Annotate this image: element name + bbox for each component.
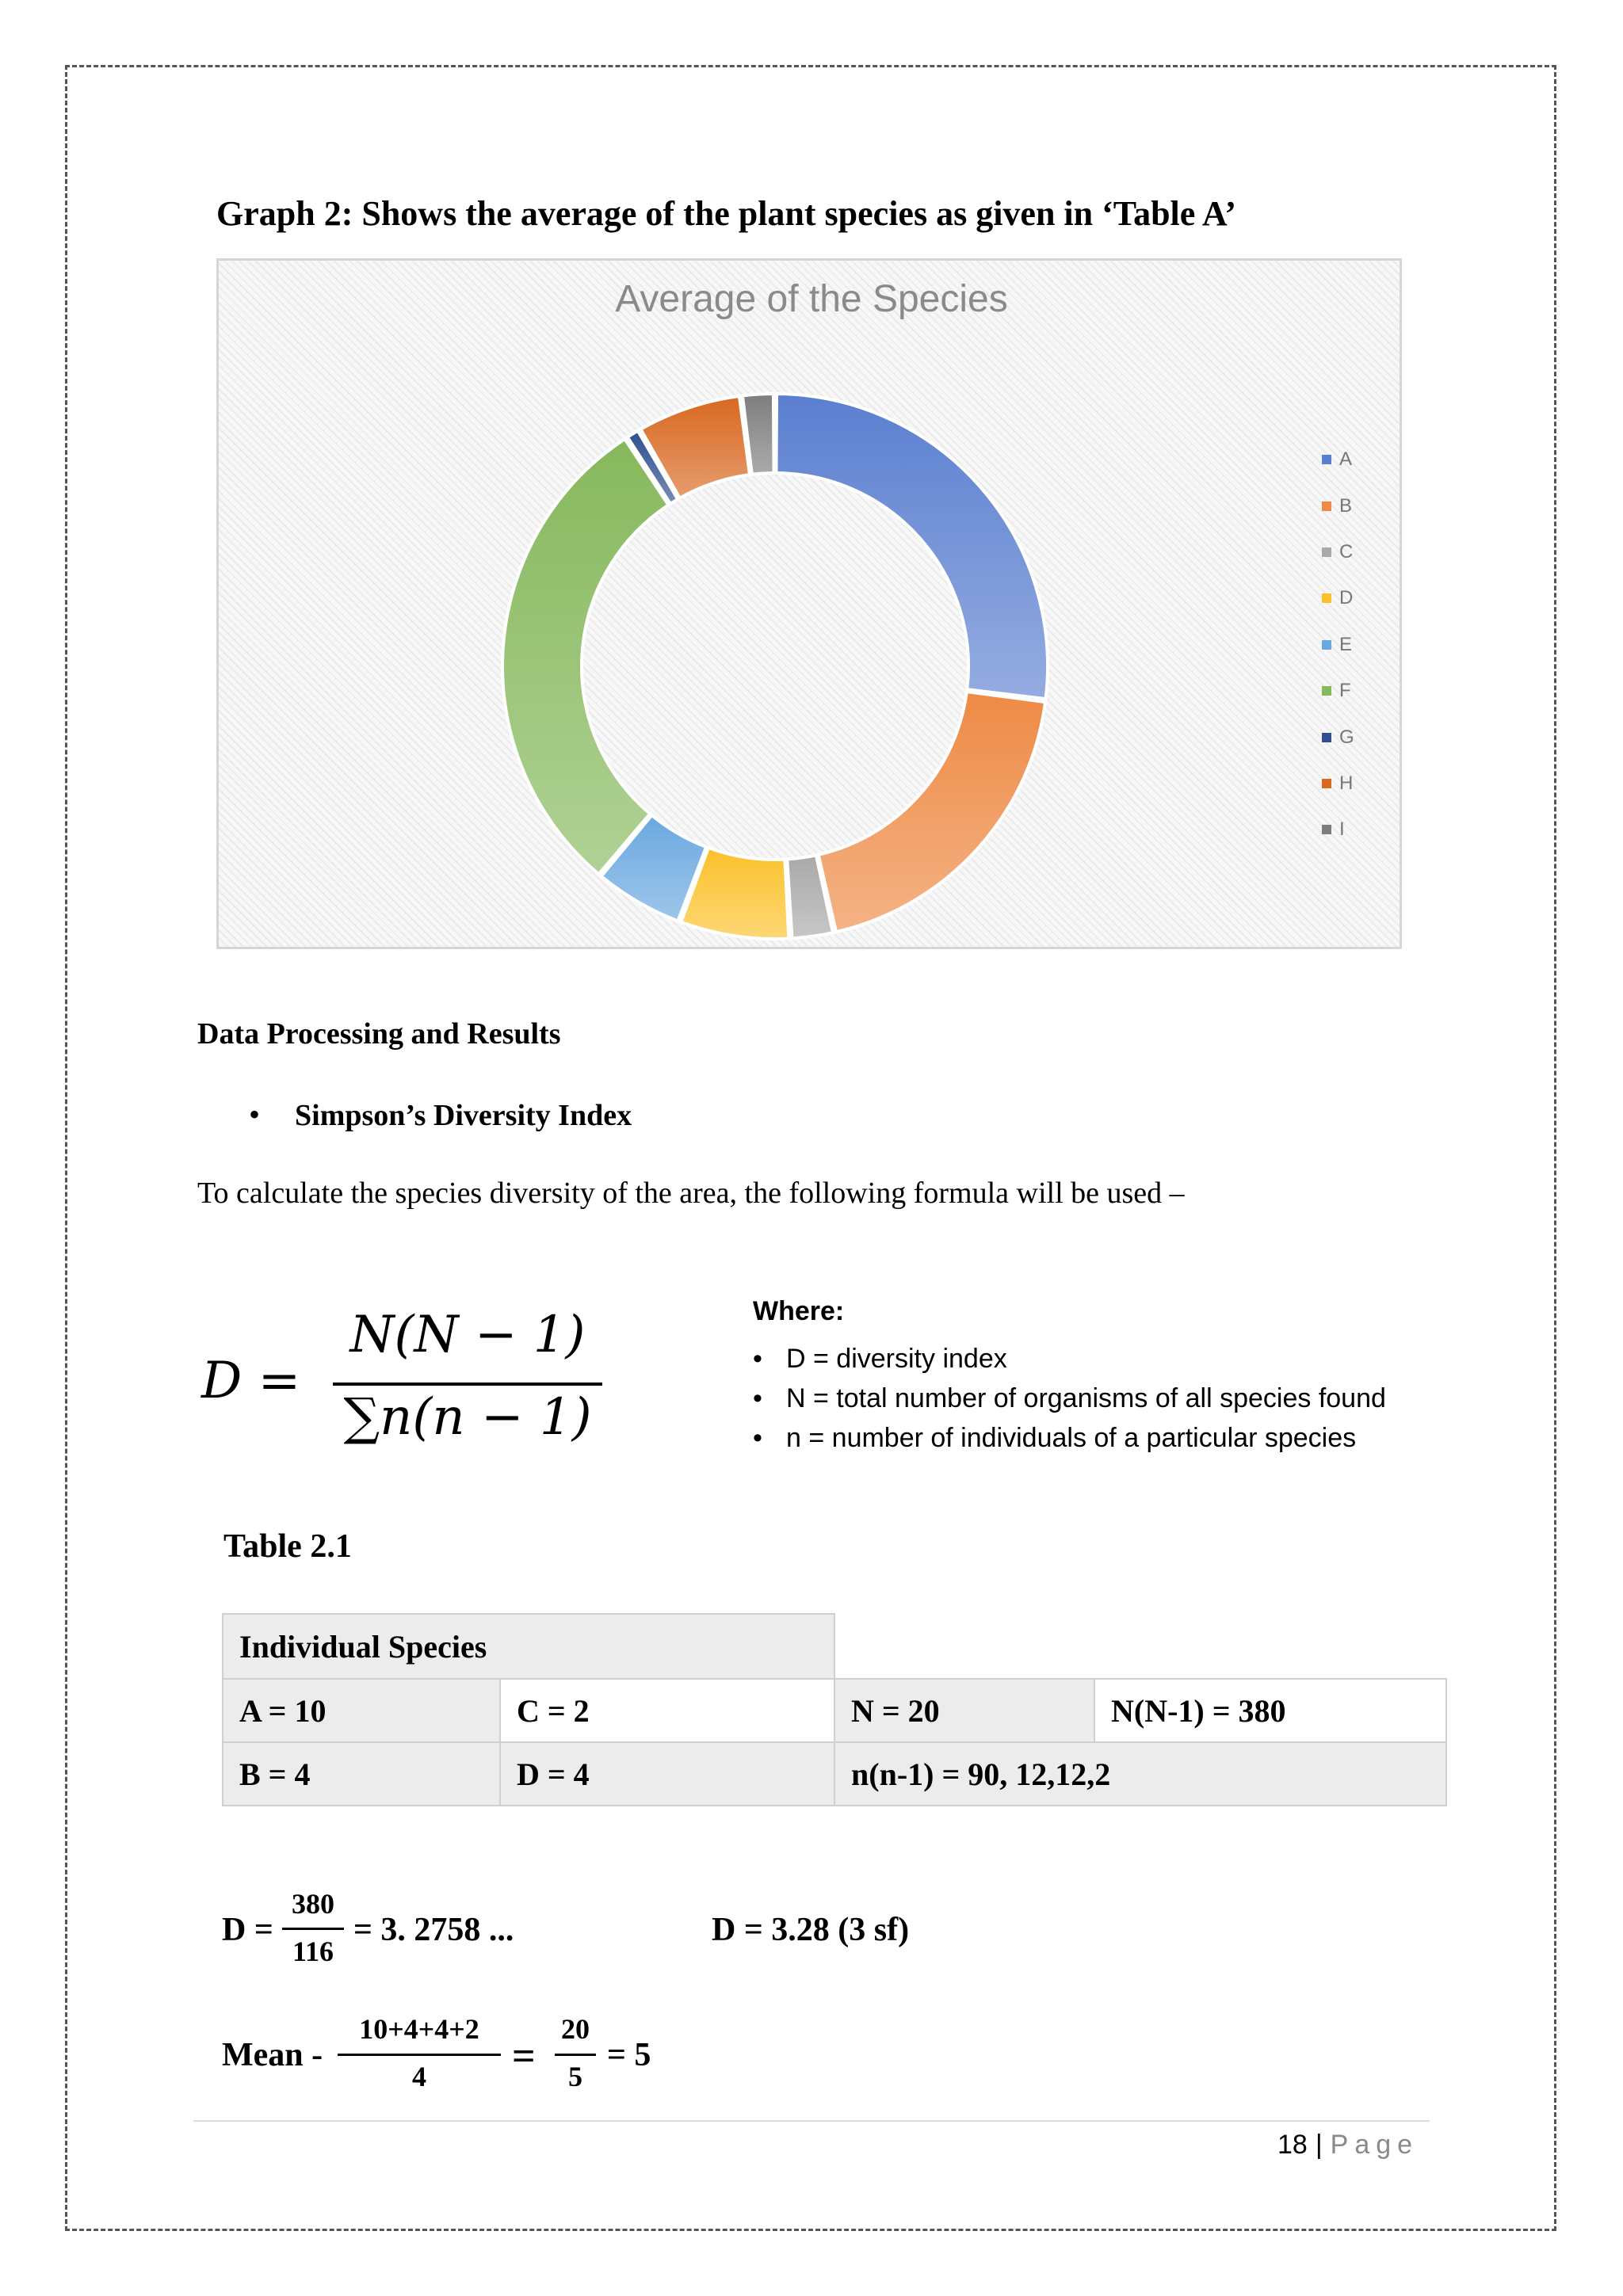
- calc-mean-fraction-bar-2: [555, 2054, 596, 2056]
- chart-legend: [1322, 437, 1371, 853]
- formula-numerator: N(N − 1): [349, 1306, 586, 1364]
- table-cell: C = 2: [499, 1678, 835, 1743]
- where-title: Where:: [753, 1296, 845, 1326]
- where-list: [753, 1344, 1386, 1463]
- calc-mean-numerator: 10+4+4+2: [359, 2013, 479, 2045]
- table-cell: N = 20: [834, 1678, 1095, 1743]
- chart-svg: [219, 261, 1404, 952]
- bullet-heading: Simpson’s Diversity Index: [295, 1099, 632, 1132]
- section-heading: Data Processing and Results: [197, 1017, 561, 1051]
- legend-item-g: [1322, 714, 1371, 760]
- bullet-dot: •: [249, 1097, 261, 1132]
- legend-label: G: [1339, 726, 1354, 748]
- legend-swatch: [1322, 779, 1331, 788]
- calc-mean-denominator: 4: [412, 2061, 426, 2092]
- formula-fraction-bar: [333, 1383, 602, 1386]
- doughnut-slice-a: [776, 394, 1048, 699]
- calc-mean-equals: =: [512, 2034, 536, 2079]
- page-label: Page: [1330, 2130, 1419, 2160]
- legend-label: E: [1339, 633, 1353, 655]
- chart-slices: [502, 394, 1048, 939]
- legend-swatch: [1322, 547, 1331, 557]
- legend-item-c: [1322, 529, 1371, 575]
- footer-rule: [193, 2120, 1430, 2122]
- legend-label: B: [1339, 494, 1353, 517]
- table-cell: B = 4: [222, 1741, 501, 1806]
- table-cell: A = 10: [222, 1678, 501, 1743]
- legend-item-i: [1322, 807, 1371, 852]
- table-cell: N(N-1) = 380: [1094, 1678, 1447, 1743]
- page-footer: [1277, 2130, 1419, 2161]
- calc-d-fraction-bar: [282, 1928, 344, 1930]
- formula-lhs: D =: [201, 1352, 301, 1410]
- doughnut-chart: [216, 258, 1402, 949]
- legend-swatch: [1322, 640, 1331, 650]
- table-header-cell: Individual Species: [222, 1613, 835, 1680]
- legend-item-a: [1322, 437, 1371, 482]
- footer-separator: |: [1315, 2130, 1323, 2160]
- calc-mean-fraction-bar: [338, 2054, 501, 2056]
- legend-swatch: [1322, 455, 1331, 464]
- legend-label: C: [1339, 540, 1354, 563]
- legend-item-e: [1322, 622, 1371, 668]
- legend-swatch: [1322, 733, 1331, 742]
- calc-d-denominator: 116: [292, 1936, 334, 1967]
- legend-swatch: [1322, 502, 1331, 511]
- legend-item-b: [1322, 482, 1371, 528]
- legend-item-d: [1322, 575, 1371, 621]
- legend-swatch: [1322, 825, 1331, 834]
- calc-d-rounded: D = 3.28 (3 sf): [712, 1912, 910, 1948]
- graph-caption: Graph 2: Shows the average of the plant species as given in ‘Table A’: [216, 194, 1237, 233]
- calc-mean-result: = 5: [607, 2037, 651, 2073]
- legend-swatch: [1322, 593, 1331, 603]
- calc-d-result: = 3. 2758 ...: [353, 1912, 514, 1948]
- calc-mean-numerator-2: 20: [561, 2013, 590, 2045]
- legend-item-f: [1322, 668, 1371, 714]
- page-number: 18: [1277, 2130, 1308, 2160]
- calc-mean-lhs: Mean -: [222, 2037, 323, 2073]
- where-item: • D = diversity index: [753, 1344, 1386, 1383]
- legend-label: I: [1339, 818, 1345, 841]
- legend-label: H: [1339, 772, 1354, 794]
- calc-mean-denominator-2: 5: [568, 2061, 582, 2092]
- table-title: Table 2.1: [223, 1528, 352, 1565]
- where-item: • N = total number of organisms of all species found: [753, 1383, 1386, 1423]
- calc-d-lhs: D =: [222, 1912, 273, 1948]
- legend-label: F: [1339, 680, 1351, 702]
- legend-label: A: [1339, 448, 1353, 471]
- legend-swatch: [1322, 686, 1331, 696]
- intro-text: To calculate the species diversity of the area, the following formula will be used –: [197, 1177, 1185, 1210]
- where-item: • n = number of individuals of a particular species: [753, 1423, 1386, 1463]
- table-cell: D = 4: [499, 1741, 835, 1806]
- doughnut-slice-b: [819, 692, 1045, 932]
- legend-item-h: [1322, 761, 1371, 807]
- chart-title: Average of the Species: [615, 278, 1008, 320]
- doughnut-slice-f: [502, 439, 668, 874]
- formula-denominator: ∑n(n − 1): [343, 1388, 592, 1447]
- table-cell: n(n-1) = 90, 12,12,2: [834, 1741, 1447, 1806]
- calc-d-numerator: 380: [292, 1888, 334, 1920]
- legend-label: D: [1339, 587, 1354, 609]
